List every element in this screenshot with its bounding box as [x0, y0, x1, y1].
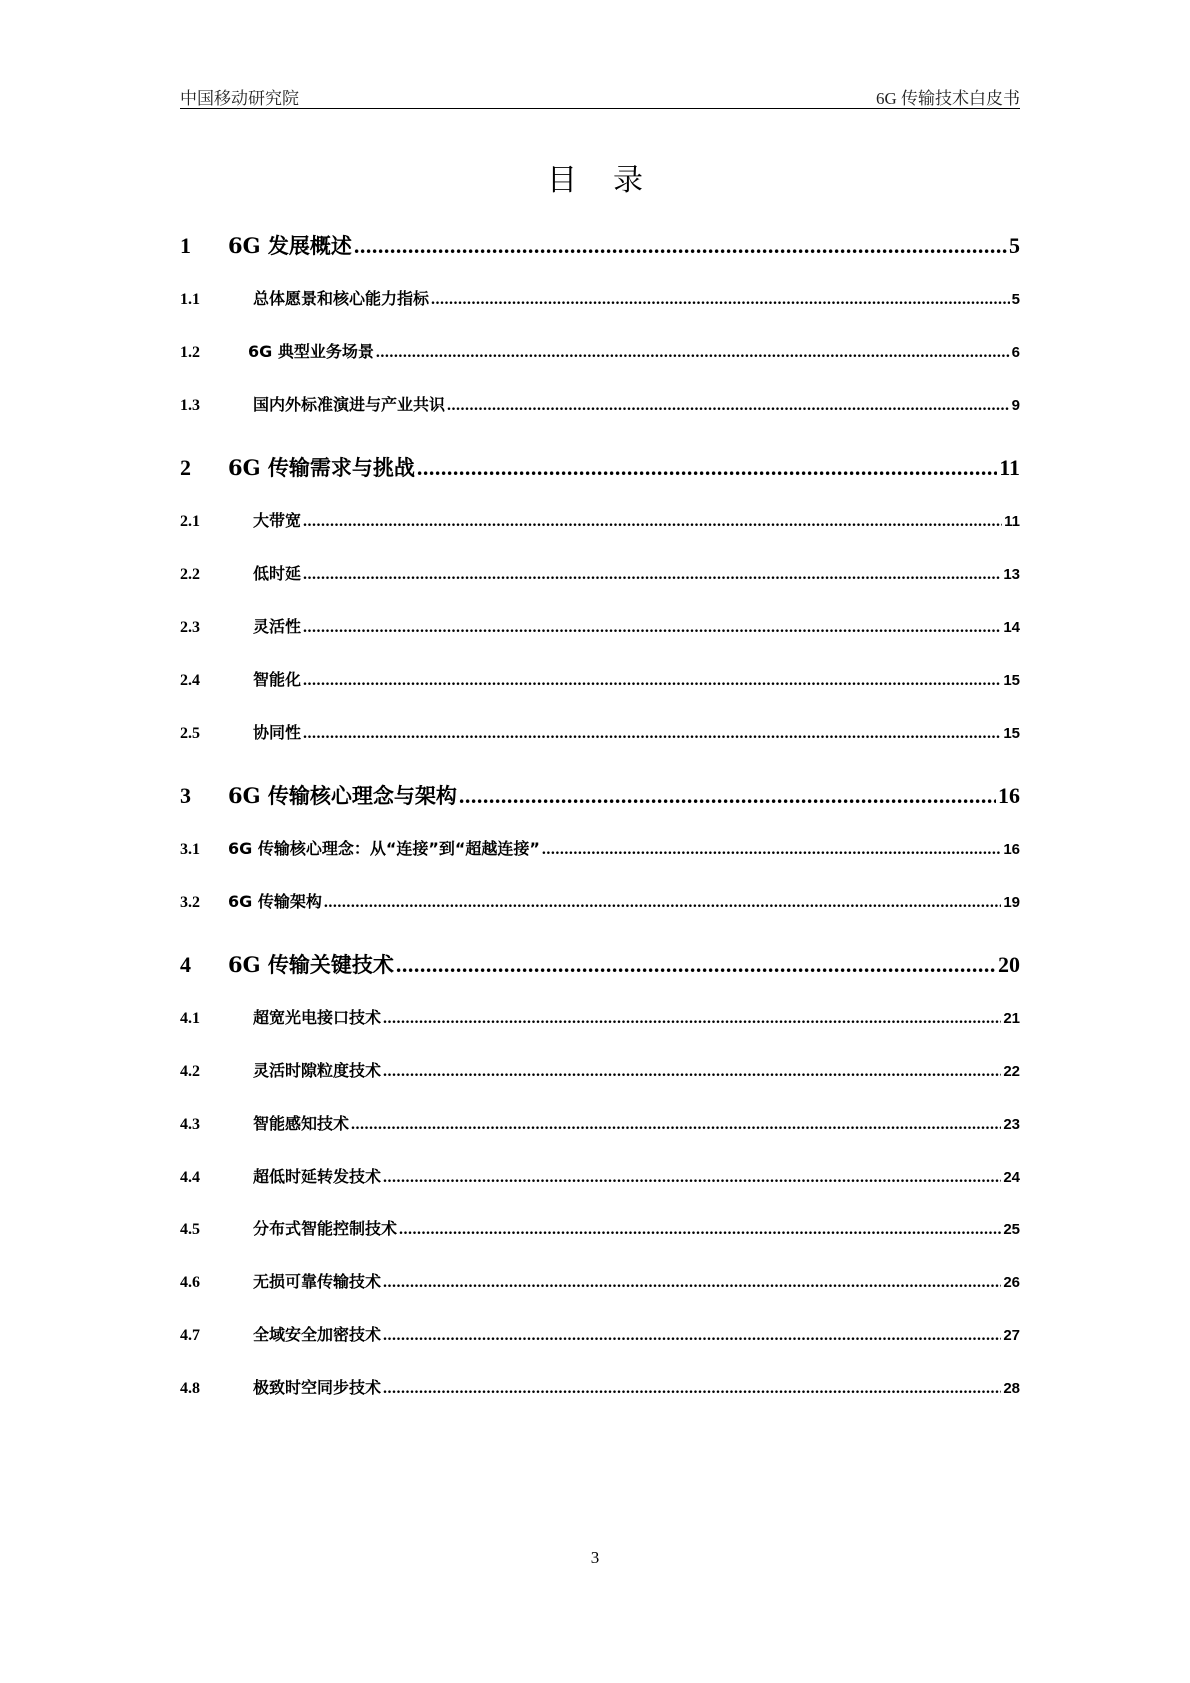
toc-entry-page: 16	[998, 783, 1020, 808]
toc-entry-label: 低时延	[253, 564, 302, 583]
dot-leader	[383, 1327, 1001, 1345]
dot-leader	[396, 952, 996, 978]
toc-entry-page: 5	[1011, 291, 1020, 308]
toc-entry-page: 21	[1003, 1010, 1020, 1027]
toc-entry-label: 无损可靠传输技术	[253, 1272, 382, 1291]
toc-entry-2-3[interactable]	[180, 614, 1020, 637]
toc-entry-number: 1.1	[180, 291, 200, 308]
toc-entry-number: 2.2	[180, 566, 200, 583]
toc-entry-page: 16	[1003, 841, 1020, 858]
toc-entry-page: 15	[1003, 725, 1020, 742]
dot-leader	[351, 1116, 1001, 1134]
toc-entry-page: 28	[1003, 1380, 1020, 1397]
header-document-title: 6G 传输技术白皮书	[875, 89, 1020, 108]
toc-entry-number: 4.2	[180, 1063, 200, 1080]
toc-entry-4-8[interactable]	[180, 1375, 1020, 1398]
toc-entry-label: 6G 传输架构	[228, 892, 322, 911]
toc-entry-3-2[interactable]	[180, 889, 1020, 912]
toc-entry-number: 1	[180, 233, 191, 258]
toc-entry-label: 6G 典型业务场景	[248, 342, 374, 361]
toc-entry-1-3[interactable]	[180, 392, 1020, 415]
toc-entry-label: 灵活性	[253, 617, 302, 636]
toc-entry-number: 4.3	[180, 1116, 200, 1133]
toc-entry-label: 总体愿景和核心能力指标	[253, 289, 430, 308]
toc-entry-label: 智能感知技术	[253, 1114, 350, 1133]
dot-leader	[324, 894, 1001, 912]
toc-entry-page: 22	[1003, 1063, 1020, 1080]
dot-leader	[383, 1169, 1001, 1187]
toc-entry-page: 11	[1004, 513, 1020, 530]
toc-entry-2-2[interactable]	[180, 561, 1020, 584]
toc-entry-label: 智能化	[253, 670, 302, 689]
toc-entry-page: 26	[1003, 1274, 1020, 1291]
toc-entry-page: 13	[1003, 566, 1020, 583]
toc-entry-label: 协同性	[253, 723, 302, 742]
toc-entry-number: 3	[180, 783, 191, 808]
toc-entry-number: 2	[180, 455, 191, 480]
toc-entry-number: 2.3	[180, 619, 200, 636]
toc-entry-number: 4.8	[180, 1380, 200, 1397]
toc-entry-label: 全域安全加密技术	[253, 1325, 382, 1344]
dot-leader	[303, 566, 1001, 584]
toc-entry-label: 6G 传输核心理念与架构	[228, 783, 457, 808]
toc-entry-chapter-1[interactable]	[180, 230, 1020, 260]
toc-entry-label: 国内外标准演进与产业共识	[253, 395, 446, 414]
toc-entry-chapter-3[interactable]	[180, 780, 1020, 810]
toc-entry-page: 15	[1003, 672, 1020, 689]
toc-entry-4-2[interactable]	[180, 1058, 1020, 1081]
dot-leader	[417, 455, 997, 481]
toc-entry-label: 分布式智能控制技术	[253, 1219, 398, 1238]
toc-entry-number: 2.5	[180, 725, 200, 742]
toc-entry-page: 24	[1003, 1169, 1020, 1186]
header-organization: 中国移动研究院	[180, 89, 299, 108]
toc-entry-page: 19	[1003, 894, 1020, 911]
dot-leader	[303, 513, 1002, 531]
toc-entry-page: 23	[1003, 1116, 1020, 1133]
dot-leader	[354, 233, 1007, 259]
toc-entry-number: 2.4	[180, 672, 200, 689]
toc-entry-page: 11	[999, 455, 1020, 480]
toc-entry-label: 极致时空同步技术	[253, 1378, 382, 1397]
dot-leader	[383, 1274, 1001, 1292]
dot-leader	[431, 291, 1010, 309]
toc-entry-1-1[interactable]	[180, 286, 1020, 309]
toc-entry-chapter-4[interactable]	[180, 949, 1020, 979]
toc-entry-4-4[interactable]	[180, 1164, 1020, 1187]
dot-leader	[303, 672, 1001, 690]
toc-entry-chapter-2[interactable]	[180, 452, 1020, 482]
toc-entry-2-4[interactable]	[180, 667, 1020, 690]
toc-entry-label: 6G 传输需求与挑战	[228, 455, 415, 480]
toc-entry-label: 灵活时隙粒度技术	[253, 1061, 382, 1080]
toc-entry-number: 1.3	[180, 397, 200, 414]
toc-entry-2-5[interactable]	[180, 720, 1020, 743]
toc-entry-page: 27	[1003, 1327, 1020, 1344]
toc-entry-4-5[interactable]	[180, 1216, 1020, 1239]
toc-entry-label: 6G 发展概述	[228, 233, 352, 258]
toc-entry-2-1[interactable]	[180, 508, 1020, 531]
toc-entry-1-2[interactable]	[180, 339, 1020, 362]
toc-entry-number: 3.2	[180, 894, 200, 911]
toc-entry-number: 4.6	[180, 1274, 200, 1291]
toc-entry-page: 14	[1003, 619, 1020, 636]
toc-entry-page: 9	[1011, 397, 1020, 414]
dot-leader	[383, 1380, 1001, 1398]
dot-leader	[303, 725, 1001, 743]
page-title: 目录	[547, 163, 679, 198]
dot-leader	[376, 344, 1010, 362]
toc-entry-number: 3.1	[180, 841, 200, 858]
toc-entry-number: 4.7	[180, 1327, 200, 1344]
dot-leader	[459, 783, 996, 809]
toc-entry-number: 4.4	[180, 1169, 200, 1186]
toc-entry-label: 6G 传输关键技术	[228, 952, 394, 977]
toc-entry-label: 大带宽	[253, 511, 302, 530]
dot-leader	[542, 841, 1001, 859]
dot-leader	[447, 397, 1010, 415]
toc-entry-label: 超宽光电接口技术	[253, 1008, 382, 1027]
toc-entry-page: 20	[998, 952, 1020, 977]
toc-entry-4-1[interactable]	[180, 1005, 1020, 1028]
page-header	[180, 80, 1020, 109]
toc-entry-page: 6	[1011, 344, 1020, 361]
toc-entry-number: 1.2	[180, 344, 200, 361]
toc-entry-page: 5	[1009, 233, 1020, 258]
toc-entry-number: 4	[180, 952, 191, 977]
toc-entry-4-7[interactable]	[180, 1322, 1020, 1345]
toc-entry-label: 6G 传输核心理念：从“连接”到“超越连接”	[228, 839, 540, 858]
dot-leader	[383, 1010, 1001, 1028]
toc-entry-4-3[interactable]	[180, 1111, 1020, 1134]
toc-entry-number: 4.1	[180, 1010, 200, 1027]
dot-leader	[383, 1063, 1001, 1081]
toc-entry-3-1[interactable]	[180, 836, 1020, 859]
toc-entry-page: 25	[1003, 1221, 1020, 1238]
dot-leader	[399, 1221, 1001, 1239]
toc-entry-number: 2.1	[180, 513, 200, 530]
toc-entry-label: 超低时延转发技术	[253, 1167, 382, 1186]
toc-entry-number: 4.5	[180, 1221, 200, 1238]
toc-entry-4-6[interactable]	[180, 1269, 1020, 1292]
page-number: 3	[590, 1548, 600, 1567]
dot-leader	[303, 619, 1001, 637]
